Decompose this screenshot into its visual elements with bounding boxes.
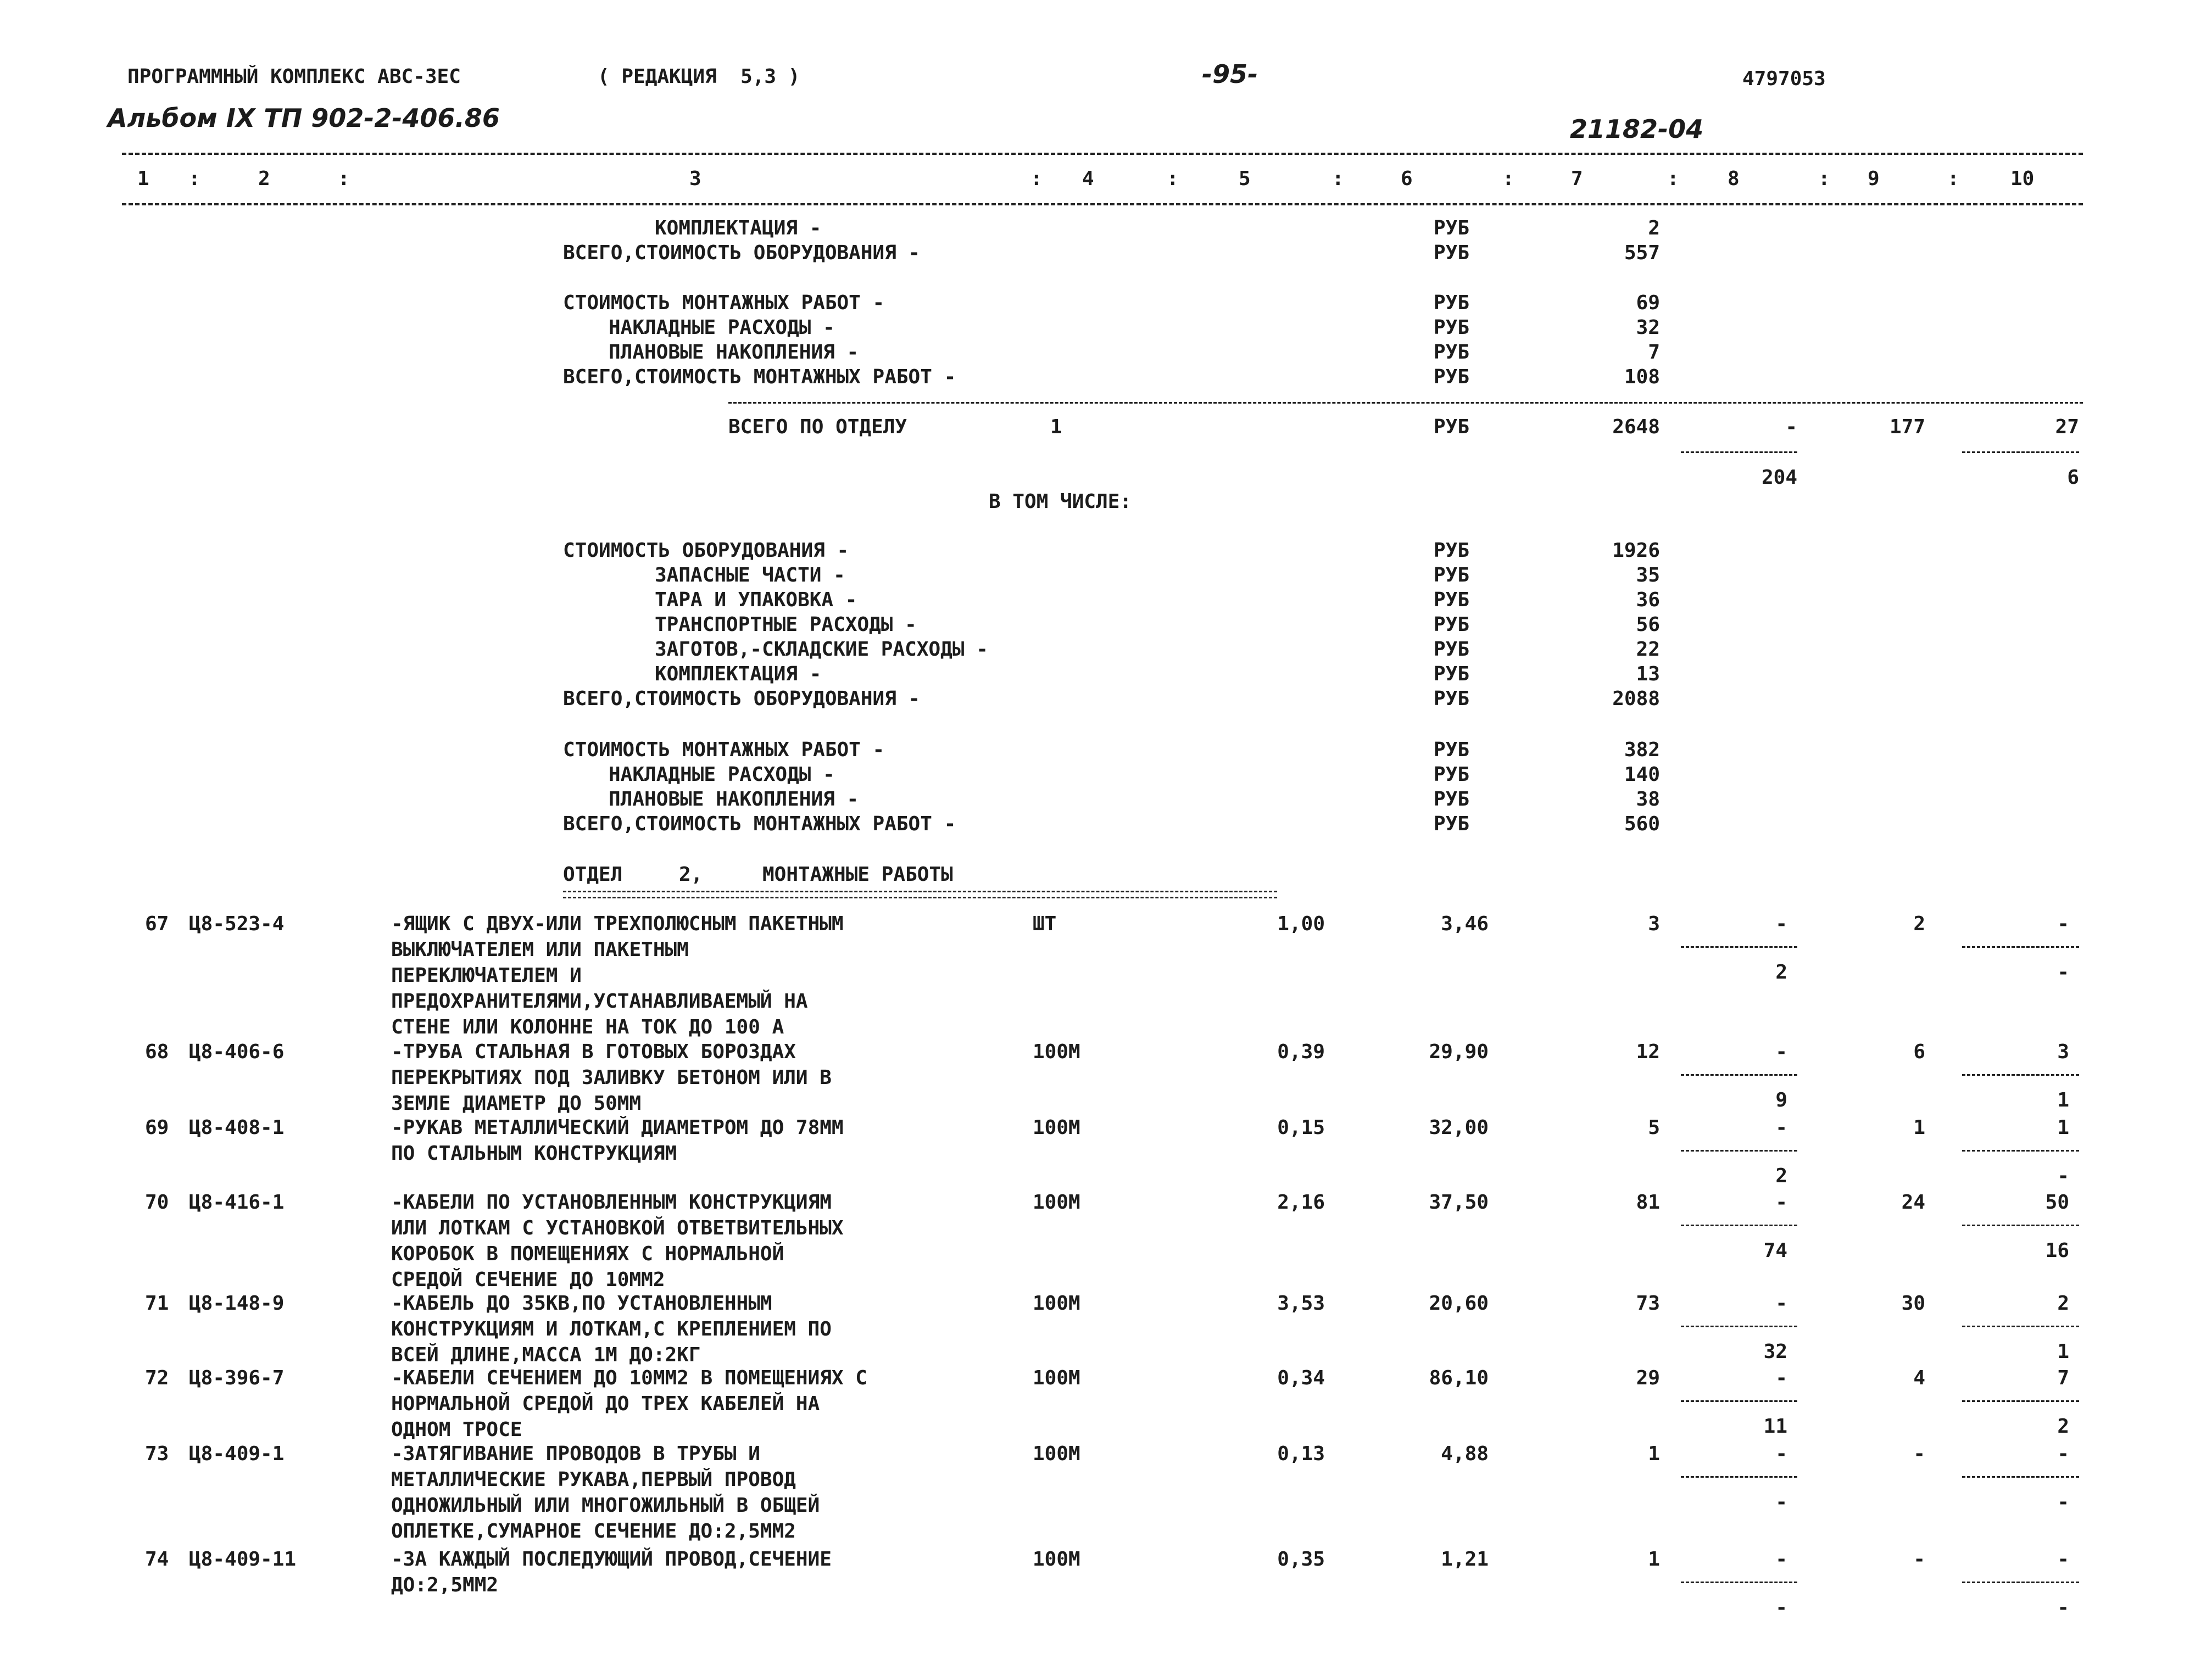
item-quantity: 0,39 bbox=[1277, 1041, 1325, 1063]
item-total: 1 bbox=[1648, 1548, 1660, 1571]
summary-value: 32 bbox=[1636, 316, 1660, 339]
summary-label: ВСЕГО,СТОИМОСТЬ МОНТАЖНЫХ РАБОТ - bbox=[563, 366, 956, 388]
edition-label: ( РЕДАКЦИЯ 5,3 ) bbox=[598, 65, 800, 88]
item-code: Ц8-523-4 bbox=[189, 913, 285, 935]
item-col8-bottom: 9 bbox=[1775, 1089, 1787, 1111]
summary-label: ЗАПАСНЫЕ ЧАСТИ - bbox=[655, 564, 845, 586]
item-col8-top: - bbox=[1775, 1292, 1787, 1315]
item-code: Ц8-148-9 bbox=[189, 1292, 285, 1315]
item-unit-price: 86,10 bbox=[1429, 1367, 1489, 1389]
item-total: 81 bbox=[1636, 1191, 1660, 1214]
item-unit: 100М bbox=[1033, 1191, 1080, 1214]
summary-label: ПЛАНОВЫЕ НАКОПЛЕНИЯ - bbox=[609, 341, 859, 364]
item-code: Ц8-416-1 bbox=[189, 1191, 285, 1214]
item-col10-fraction bbox=[1962, 1150, 2079, 1152]
item-code: Ц8-406-6 bbox=[189, 1041, 285, 1063]
item-col8-bottom: 2 bbox=[1775, 1165, 1787, 1187]
item-unit: 100М bbox=[1033, 1292, 1080, 1315]
item-col8-fraction bbox=[1681, 1074, 1797, 1076]
summary-unit: РУБ bbox=[1434, 589, 1470, 611]
item-code: Ц8-396-7 bbox=[189, 1367, 285, 1389]
page-number: -95- bbox=[1202, 59, 1258, 89]
item-total: 73 bbox=[1636, 1292, 1660, 1315]
summary-label: НАКЛАДНЫЕ РАСХОДЫ - bbox=[609, 763, 835, 786]
summary-value: 140 bbox=[1624, 763, 1660, 786]
section-total-value: 2648 bbox=[1612, 416, 1660, 438]
item-col8-bottom: 32 bbox=[1763, 1340, 1787, 1363]
item-col8-fraction bbox=[1681, 1400, 1797, 1402]
summary-label: ТРАНСПОРТНЫЕ РАСХОДЫ - bbox=[655, 613, 917, 636]
item-total: 1 bbox=[1648, 1443, 1660, 1465]
summary-value: 69 bbox=[1636, 292, 1660, 314]
summary-label: ВСЕГО,СТОИМОСТЬ ОБОРУДОВАНИЯ - bbox=[563, 688, 921, 710]
summary-unit: РУБ bbox=[1434, 242, 1470, 264]
item-total: 5 bbox=[1648, 1116, 1660, 1139]
item-col8-top: - bbox=[1775, 1116, 1787, 1139]
item-quantity: 0,13 bbox=[1277, 1443, 1325, 1465]
item-col8-top: - bbox=[1775, 1041, 1787, 1063]
item-quantity: 3,53 bbox=[1277, 1292, 1325, 1315]
item-col10-top: 7 bbox=[2057, 1367, 2069, 1389]
item-quantity: 1,00 bbox=[1277, 913, 1325, 935]
including-heading: В ТОМ ЧИСЛЕ: bbox=[989, 490, 1132, 513]
item-col10-fraction bbox=[1962, 1326, 2079, 1327]
column-divider: : bbox=[1947, 167, 1959, 190]
item-col10-bottom: - bbox=[2057, 961, 2069, 984]
item-description-line: ПЕРЕКРЫТИЯХ ПОД ЗАЛИВКУ БЕТОНОМ ИЛИ В bbox=[391, 1066, 832, 1089]
item-description-line: СТЕНЕ ИЛИ КОЛОННЕ НА ТОК ДО 100 А bbox=[391, 1016, 784, 1038]
item-description-line: ВЫКЛЮЧАТЕЛЕМ ИЛИ ПАКЕТНЫМ bbox=[391, 938, 689, 961]
item-unit-price: 1,21 bbox=[1441, 1548, 1489, 1571]
summary-unit: РУБ bbox=[1434, 539, 1470, 562]
item-description-line: ВСЕЙ ДЛИНЕ,МАССА 1М ДО:2КГ bbox=[391, 1344, 701, 1366]
item-unit-price: 4,88 bbox=[1441, 1443, 1489, 1465]
item-col10-top: 50 bbox=[2045, 1191, 2069, 1214]
item-col10-bottom: - bbox=[2057, 1491, 2069, 1513]
summary-value: 382 bbox=[1624, 739, 1660, 761]
item-col8-bottom: 74 bbox=[1763, 1239, 1787, 1262]
item-quantity: 2,16 bbox=[1277, 1191, 1325, 1214]
item-col9: 2 bbox=[1913, 913, 1925, 935]
item-number: 74 bbox=[145, 1548, 169, 1571]
summary-label: ВСЕГО,СТОИМОСТЬ МОНТАЖНЫХ РАБОТ - bbox=[563, 813, 956, 835]
item-col8-top: - bbox=[1775, 1367, 1787, 1389]
item-col10-top: 3 bbox=[2057, 1041, 2069, 1063]
summary-unit: РУБ bbox=[1434, 813, 1470, 835]
item-col10-top: - bbox=[2057, 913, 2069, 935]
summary-label: СТОИМОСТЬ МОНТАЖНЫХ РАБОТ - bbox=[563, 292, 885, 314]
item-col9: 6 bbox=[1913, 1041, 1925, 1063]
item-col8-bottom: - bbox=[1775, 1596, 1787, 1619]
item-col10-fraction bbox=[1962, 1476, 2079, 1478]
summary-value: 13 bbox=[1636, 663, 1660, 685]
section-total-col8-bottom: 204 bbox=[1761, 466, 1797, 489]
item-description-line: ПРЕДОХРАНИТЕЛЯМИ,УСТАНАВЛИВАЕМЫЙ НА bbox=[391, 990, 808, 1013]
section-total-col10: 27 bbox=[2055, 416, 2079, 438]
item-number: 70 bbox=[145, 1191, 169, 1214]
item-description-line: НОРМАЛЬНОЙ СРЕДОЙ ДО ТРЕХ КАБЕЛЕЙ НА bbox=[391, 1393, 820, 1415]
item-description-line: КОРОБОК В ПОМЕЩЕНИЯХ С НОРМАЛЬНОЙ bbox=[391, 1243, 784, 1265]
item-unit-price: 32,00 bbox=[1429, 1116, 1489, 1139]
item-total: 12 bbox=[1636, 1041, 1660, 1063]
item-description-line: -КАБЕЛЬ ДО 35КВ,ПО УСТАНОВЛЕННЫМ bbox=[391, 1292, 772, 1315]
summary-label: СТОИМОСТЬ МОНТАЖНЫХ РАБОТ - bbox=[563, 739, 885, 761]
section-title: МОНТАЖНЫЕ РАБОТЫ bbox=[762, 863, 953, 886]
item-quantity: 0,35 bbox=[1277, 1548, 1325, 1571]
item-description-line: ИЛИ ЛОТКАМ С УСТАНОВКОЙ ОТВЕТВИТЕЛЬНЫХ bbox=[391, 1217, 844, 1239]
item-col9: - bbox=[1913, 1548, 1925, 1571]
summary-value: 2088 bbox=[1612, 688, 1660, 710]
summary-unit: РУБ bbox=[1434, 663, 1470, 685]
item-col8-fraction bbox=[1681, 1225, 1797, 1226]
item-total: 3 bbox=[1648, 913, 1660, 935]
item-description-line: -ТРУБА СТАЛЬНАЯ В ГОТОВЫХ БОРОЗДАХ bbox=[391, 1041, 796, 1063]
item-description-line: ПО СТАЛЬНЫМ КОНСТРУКЦИЯМ bbox=[391, 1142, 677, 1165]
item-col9: - bbox=[1913, 1443, 1925, 1465]
item-col8-bottom: 2 bbox=[1775, 961, 1787, 984]
column-header-1: 1 bbox=[137, 167, 149, 190]
total-col8-fraction bbox=[1681, 451, 1797, 453]
item-description-line: ПЕРЕКЛЮЧАТЕЛЕМ И bbox=[391, 964, 582, 987]
column-header-8: 8 bbox=[1728, 167, 1740, 190]
summary-value: 35 bbox=[1636, 564, 1660, 586]
section-prefix: ОТДЕЛ bbox=[563, 863, 623, 886]
summary-value: 36 bbox=[1636, 589, 1660, 611]
item-col8-top: - bbox=[1775, 1548, 1787, 1571]
summary-label: ВСЕГО,СТОИМОСТЬ ОБОРУДОВАНИЯ - bbox=[563, 242, 921, 264]
summary-unit: РУБ bbox=[1434, 341, 1470, 364]
section-total-unit: РУБ bbox=[1434, 416, 1470, 438]
column-header-4: 4 bbox=[1082, 167, 1094, 190]
column-header-10: 10 bbox=[2010, 167, 2035, 190]
header-rule-bottom bbox=[122, 203, 2083, 205]
column-divider: : bbox=[1667, 167, 1679, 190]
column-divider: : bbox=[1030, 167, 1043, 190]
item-unit-price: 37,50 bbox=[1429, 1191, 1489, 1214]
item-col8-bottom: 11 bbox=[1763, 1415, 1787, 1438]
item-col10-fraction bbox=[1962, 1225, 2079, 1226]
item-col10-fraction bbox=[1962, 1074, 2079, 1076]
total-rule bbox=[728, 402, 2083, 404]
item-col9: 1 bbox=[1913, 1116, 1925, 1139]
summary-unit: РУБ bbox=[1434, 788, 1470, 811]
item-col10-top: 1 bbox=[2057, 1116, 2069, 1139]
summary-unit: РУБ bbox=[1434, 688, 1470, 710]
summary-label: ТАРА И УПАКОВКА - bbox=[655, 589, 857, 611]
item-unit-price: 3,46 bbox=[1441, 913, 1489, 935]
item-col10-bottom: - bbox=[2057, 1165, 2069, 1187]
section-double-rule bbox=[563, 891, 1277, 898]
section-number: 2, bbox=[679, 863, 703, 886]
item-unit: 100М bbox=[1033, 1443, 1080, 1465]
column-header-9: 9 bbox=[1868, 167, 1880, 190]
item-description-line: -КАБЕЛИ СЕЧЕНИЕМ ДО 10ММ2 В ПОМЕЩЕНИЯХ С bbox=[391, 1367, 867, 1389]
total-col10-fraction bbox=[1962, 451, 2079, 453]
item-col8-fraction bbox=[1681, 1326, 1797, 1327]
item-quantity: 0,15 bbox=[1277, 1116, 1325, 1139]
summary-label: ПЛАНОВЫЕ НАКОПЛЕНИЯ - bbox=[609, 788, 859, 811]
summary-unit: РУБ bbox=[1434, 763, 1470, 786]
column-divider: : bbox=[1332, 167, 1344, 190]
column-header-3: 3 bbox=[689, 167, 701, 190]
summary-value: 1926 bbox=[1612, 539, 1660, 562]
item-unit: ШТ bbox=[1033, 913, 1057, 935]
item-col10-top: - bbox=[2057, 1548, 2069, 1571]
column-divider: : bbox=[1502, 167, 1514, 190]
item-col9: 30 bbox=[1901, 1292, 1925, 1315]
summary-unit: РУБ bbox=[1434, 292, 1470, 314]
item-number: 68 bbox=[145, 1041, 169, 1063]
item-col9: 4 bbox=[1913, 1367, 1925, 1389]
summary-value: 38 bbox=[1636, 788, 1660, 811]
item-number: 72 bbox=[145, 1367, 169, 1389]
item-description-line: СРЕДОЙ СЕЧЕНИЕ ДО 10ММ2 bbox=[391, 1269, 665, 1291]
item-unit-price: 20,60 bbox=[1429, 1292, 1489, 1315]
summary-value: 56 bbox=[1636, 613, 1660, 636]
item-description-line: КОНСТРУКЦИЯМ И ЛОТКАМ,С КРЕПЛЕНИЕМ ПО bbox=[391, 1318, 832, 1340]
column-header-2: 2 bbox=[258, 167, 270, 190]
summary-unit: РУБ bbox=[1434, 638, 1470, 661]
item-col10-fraction bbox=[1962, 946, 2079, 948]
section-total-number: 1 bbox=[1050, 416, 1062, 438]
item-number: 69 bbox=[145, 1116, 169, 1139]
summary-label: НАКЛАДНЫЕ РАСХОДЫ - bbox=[609, 316, 835, 339]
section-total-col10-bottom: 6 bbox=[2067, 466, 2079, 489]
summary-label: СТОИМОСТЬ ОБОРУДОВАНИЯ - bbox=[563, 539, 849, 562]
doc-number: 4797053 bbox=[1742, 68, 1826, 90]
item-description-line: ОДНОЖИЛЬНЫЙ ИЛИ МНОГОЖИЛЬНЫЙ В ОБЩЕЙ bbox=[391, 1494, 820, 1517]
item-code: Ц8-409-1 bbox=[189, 1443, 285, 1465]
summary-value: 7 bbox=[1648, 341, 1660, 364]
item-col10-fraction bbox=[1962, 1400, 2079, 1402]
item-description-line: -РУКАВ МЕТАЛЛИЧЕСКИЙ ДИАМЕТРОМ ДО 78ММ bbox=[391, 1116, 844, 1139]
item-description-line: МЕТАЛЛИЧЕСКИЕ РУКАВА,ПЕРВЫЙ ПРОВОД bbox=[391, 1468, 796, 1491]
item-col8-fraction bbox=[1681, 1476, 1797, 1478]
item-total: 29 bbox=[1636, 1367, 1660, 1389]
summary-value: 2 bbox=[1648, 217, 1660, 239]
summary-label: ЗАГОТОВ,-СКЛАДСКИЕ РАСХОДЫ - bbox=[655, 638, 988, 661]
item-description-line: -ЗА КАЖДЫЙ ПОСЛЕДУЮЩИЙ ПРОВОД,СЕЧЕНИЕ bbox=[391, 1548, 832, 1571]
summary-unit: РУБ bbox=[1434, 613, 1470, 636]
summary-label: КОМПЛЕКТАЦИЯ - bbox=[655, 217, 822, 239]
item-col10-top: - bbox=[2057, 1443, 2069, 1465]
item-description-line: ОПЛЕТКЕ,СУМАРНОЕ СЕЧЕНИЕ ДО:2,5ММ2 bbox=[391, 1520, 796, 1543]
item-col10-top: 2 bbox=[2057, 1292, 2069, 1315]
item-number: 73 bbox=[145, 1443, 169, 1465]
column-header-7: 7 bbox=[1571, 167, 1583, 190]
item-number: 71 bbox=[145, 1292, 169, 1315]
item-description-line: ЗЕМЛЕ ДИАМЕТР ДО 50ММ bbox=[391, 1092, 642, 1115]
item-description-line: -ЗАТЯГИВАНИЕ ПРОВОДОВ В ТРУБЫ И bbox=[391, 1443, 760, 1465]
summary-value: 108 bbox=[1624, 366, 1660, 388]
item-description-line: -ЯЩИК С ДВУХ-ИЛИ ТРЕХПОЛЮСНЫМ ПАКЕТНЫМ bbox=[391, 913, 844, 935]
item-unit: 100М bbox=[1033, 1367, 1080, 1389]
summary-value: 22 bbox=[1636, 638, 1660, 661]
item-col8-fraction bbox=[1681, 946, 1797, 948]
album-reference: Альбом IX ТП 902-2-406.86 bbox=[108, 103, 500, 133]
column-header-5: 5 bbox=[1239, 167, 1251, 190]
item-code: Ц8-408-1 bbox=[189, 1116, 285, 1139]
item-number: 67 bbox=[145, 913, 169, 935]
section-total-col8: - bbox=[1785, 416, 1797, 438]
item-col9: 24 bbox=[1901, 1191, 1925, 1214]
item-col8-bottom: - bbox=[1775, 1491, 1787, 1513]
item-unit: 100М bbox=[1033, 1548, 1080, 1571]
item-col10-bottom: 1 bbox=[2057, 1340, 2069, 1363]
column-divider: : bbox=[338, 167, 350, 190]
item-description-line: ДО:2,5ММ2 bbox=[391, 1574, 499, 1596]
item-code: Ц8-409-11 bbox=[189, 1548, 297, 1571]
summary-unit: РУБ bbox=[1434, 217, 1470, 239]
item-col10-bottom: 2 bbox=[2057, 1415, 2069, 1438]
section-total-label: ВСЕГО ПО ОТДЕЛУ bbox=[728, 416, 907, 438]
item-col8-top: - bbox=[1775, 1443, 1787, 1465]
section-total-col9: 177 bbox=[1889, 416, 1925, 438]
item-col8-fraction bbox=[1681, 1582, 1797, 1583]
column-divider: : bbox=[1167, 167, 1179, 190]
item-col8-top: - bbox=[1775, 1191, 1787, 1214]
item-unit-price: 29,90 bbox=[1429, 1041, 1489, 1063]
column-divider: : bbox=[1818, 167, 1830, 190]
summary-unit: РУБ bbox=[1434, 564, 1470, 586]
code-stamp: 21182-04 bbox=[1570, 114, 1704, 144]
summary-unit: РУБ bbox=[1434, 739, 1470, 761]
item-col10-bottom: 16 bbox=[2045, 1239, 2069, 1262]
item-col10-fraction bbox=[1962, 1582, 2079, 1583]
item-col10-bottom: 1 bbox=[2057, 1089, 2069, 1111]
item-description-line: -КАБЕЛИ ПО УСТАНОВЛЕННЫМ КОНСТРУКЦИЯМ bbox=[391, 1191, 832, 1214]
column-header-6: 6 bbox=[1401, 167, 1413, 190]
column-divider: : bbox=[188, 167, 200, 190]
item-col10-bottom: - bbox=[2057, 1596, 2069, 1619]
summary-unit: РУБ bbox=[1434, 316, 1470, 339]
summary-value: 560 bbox=[1624, 813, 1660, 835]
header-rule-top bbox=[122, 153, 2083, 155]
program-title: ПРОГРАММНЫЙ КОМПЛЕКС АВС-ЗЕС bbox=[127, 65, 461, 88]
item-col8-fraction bbox=[1681, 1150, 1797, 1152]
item-description-line: ОДНОМ ТРОСЕ bbox=[391, 1418, 522, 1441]
item-quantity: 0,34 bbox=[1277, 1367, 1325, 1389]
item-col8-top: - bbox=[1775, 913, 1787, 935]
summary-label: КОМПЛЕКТАЦИЯ - bbox=[655, 663, 822, 685]
summary-value: 557 bbox=[1624, 242, 1660, 264]
item-unit: 100М bbox=[1033, 1041, 1080, 1063]
item-unit: 100М bbox=[1033, 1116, 1080, 1139]
summary-unit: РУБ bbox=[1434, 366, 1470, 388]
